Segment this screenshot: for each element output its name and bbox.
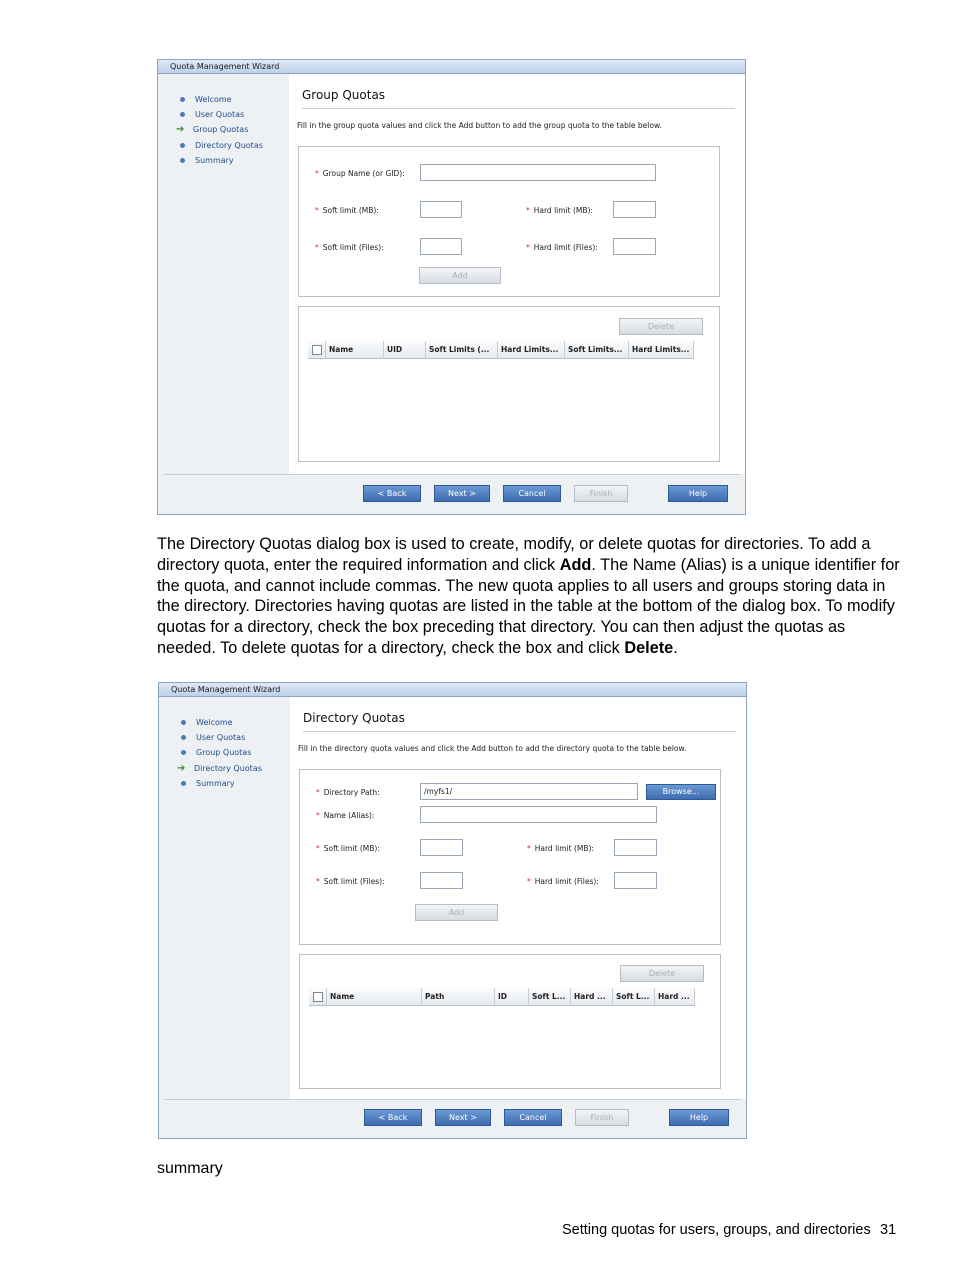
help-button[interactable]: Help: [669, 1109, 729, 1126]
column-header[interactable]: Soft Limits (...: [426, 341, 498, 359]
bullet-icon: [181, 720, 186, 725]
column-header[interactable]: Hard Limits...: [629, 341, 694, 359]
quota-table-panel: [298, 306, 720, 462]
entry-panel: [298, 146, 720, 297]
hard-limit-files-label: * Hard limit (Files):: [527, 877, 599, 886]
delete-button[interactable]: Delete: [620, 965, 704, 982]
soft-limit-files-label: * Soft limit (Files):: [316, 877, 385, 886]
cancel-button[interactable]: Cancel: [504, 1109, 562, 1126]
directory-path-input[interactable]: /myfs1/: [420, 783, 638, 800]
nav-item-user-quotas[interactable]: User Quotas: [179, 730, 262, 745]
select-all-checkbox[interactable]: [308, 341, 326, 359]
hard-limit-files-input[interactable]: [614, 872, 657, 889]
wizard-footer: [159, 1099, 746, 1138]
browse-button[interactable]: Browse...: [646, 784, 716, 800]
column-header[interactable]: Name: [327, 988, 422, 1006]
body-paragraph: The Directory Quotas dialog box is used to create, modify, or delete quotas for directories. To add a directory quota, enter the required information and click Add. The Name (Alias) is a unique identifier for the quota, and cannot include commas. The new quota applies to all users and groups storing data in the directory. Directories having quotas are listed in the table at the bottom of the dialog box. To modify quotas for a directory, check the box preceding that directory. You can then adjust the quotas as needed. To delete quotas for a directory, check the box and click Delete.: [157, 535, 900, 657]
column-header[interactable]: Hard ...: [655, 988, 695, 1006]
bullet-icon: [180, 158, 185, 163]
bullet-icon: [180, 97, 185, 102]
wizard-sidebar: [159, 697, 290, 1101]
group-name-input[interactable]: [420, 164, 656, 181]
column-header[interactable]: ID: [495, 988, 529, 1006]
soft-limit-mb-input[interactable]: [420, 201, 462, 218]
current-step-arrow-icon: ➔: [176, 124, 185, 136]
soft-limit-mb-label: * Soft limit (MB):: [316, 844, 380, 853]
current-step-arrow-icon: ➔: [177, 762, 186, 774]
column-header[interactable]: Name: [326, 341, 384, 359]
add-button[interactable]: Add: [419, 267, 501, 284]
select-all-checkbox[interactable]: [309, 988, 327, 1006]
bullet-icon: [180, 143, 185, 148]
hard-limit-files-input[interactable]: [613, 238, 656, 255]
soft-limit-files-input[interactable]: [420, 238, 462, 255]
dialog-title: Quota Management Wizard: [158, 60, 745, 74]
nav-item-summary[interactable]: Summary: [178, 153, 263, 168]
column-header[interactable]: Path: [422, 988, 495, 1006]
page-title: Group Quotas: [302, 88, 735, 109]
bullet-icon: [181, 735, 186, 740]
nav-item-group-quotas[interactable]: Group Quotas: [179, 745, 262, 760]
add-button[interactable]: Add: [415, 904, 498, 921]
finish-button[interactable]: Finish: [575, 1109, 629, 1126]
nav-item-group-quotas[interactable]: ➔ Group Quotas: [176, 124, 249, 136]
column-header[interactable]: Hard Limits...: [498, 341, 565, 359]
wizard-content: [289, 74, 745, 476]
bullet-icon: [180, 112, 185, 117]
nav-item-directory-quotas[interactable]: ➔ Directory Quotas: [177, 762, 262, 774]
entry-panel: [299, 769, 721, 945]
page-footer-text: Setting quotas for users, groups, and directories: [562, 1222, 871, 1238]
name-alias-input[interactable]: [420, 806, 657, 823]
finish-button[interactable]: Finish: [574, 485, 628, 502]
wizard-nav: [179, 715, 262, 791]
delete-button[interactable]: Delete: [619, 318, 703, 335]
column-header[interactable]: Soft L...: [613, 988, 655, 1006]
back-button[interactable]: < Back: [363, 485, 421, 502]
hard-limit-mb-label: * Hard limit (MB):: [527, 844, 594, 853]
instruction-text: Fill in the group quota values and click the Add button to add the group quota to the table below.: [297, 121, 662, 130]
page-title: Directory Quotas: [303, 711, 736, 732]
wizard-content: [290, 697, 746, 1101]
bullet-icon: [181, 781, 186, 786]
name-alias-label: * Name (Alias):: [316, 811, 375, 820]
nav-item-user-quotas[interactable]: User Quotas: [178, 107, 263, 122]
group-name-label: * Group Name (or GID):: [315, 169, 405, 178]
add-emphasis: Add: [559, 555, 592, 574]
delete-emphasis: Delete: [624, 638, 674, 657]
help-button[interactable]: Help: [668, 485, 728, 502]
soft-limit-files-input[interactable]: [420, 872, 463, 889]
page-number: 31: [880, 1222, 897, 1238]
hard-limit-mb-input[interactable]: [613, 201, 656, 218]
nav-item-welcome[interactable]: Welcome: [178, 92, 263, 107]
next-button[interactable]: Next >: [435, 1109, 491, 1126]
bullet-icon: [181, 750, 186, 755]
back-button[interactable]: < Back: [364, 1109, 422, 1126]
column-header[interactable]: UID: [384, 341, 426, 359]
next-button[interactable]: Next >: [434, 485, 490, 502]
wizard-sidebar: [158, 74, 289, 476]
hard-limit-mb-label: * Hard limit (MB):: [526, 206, 593, 215]
instruction-text: Fill in the directory quota values and click the Add button to add the directory quota to the table below.: [298, 744, 687, 753]
soft-limit-mb-label: * Soft limit (MB):: [315, 206, 379, 215]
directory-quotas-dialog: [158, 682, 747, 1139]
nav-item-welcome[interactable]: Welcome: [179, 715, 262, 730]
soft-limit-mb-input[interactable]: [420, 839, 463, 856]
cancel-button[interactable]: Cancel: [503, 485, 561, 502]
dialog-title: Quota Management Wizard: [159, 683, 746, 697]
hard-limit-files-label: * Hard limit (Files):: [526, 243, 598, 252]
table-header: [308, 341, 694, 359]
wizard-footer: [158, 474, 745, 514]
caption-text: summary: [157, 1160, 223, 1177]
soft-limit-files-label: * Soft limit (Files):: [315, 243, 384, 252]
group-quotas-dialog: [157, 59, 746, 515]
nav-item-summary[interactable]: Summary: [179, 776, 262, 791]
column-header[interactable]: Soft Limits...: [565, 341, 629, 359]
directory-path-label: * Directory Path:: [316, 788, 380, 797]
wizard-nav: [178, 92, 263, 168]
column-header[interactable]: Hard ...: [571, 988, 613, 1006]
nav-item-directory-quotas[interactable]: Directory Quotas: [178, 138, 263, 153]
quota-table-panel: [299, 954, 721, 1089]
hard-limit-mb-input[interactable]: [614, 839, 657, 856]
column-header[interactable]: Soft L...: [529, 988, 571, 1006]
table-header: [309, 988, 695, 1006]
